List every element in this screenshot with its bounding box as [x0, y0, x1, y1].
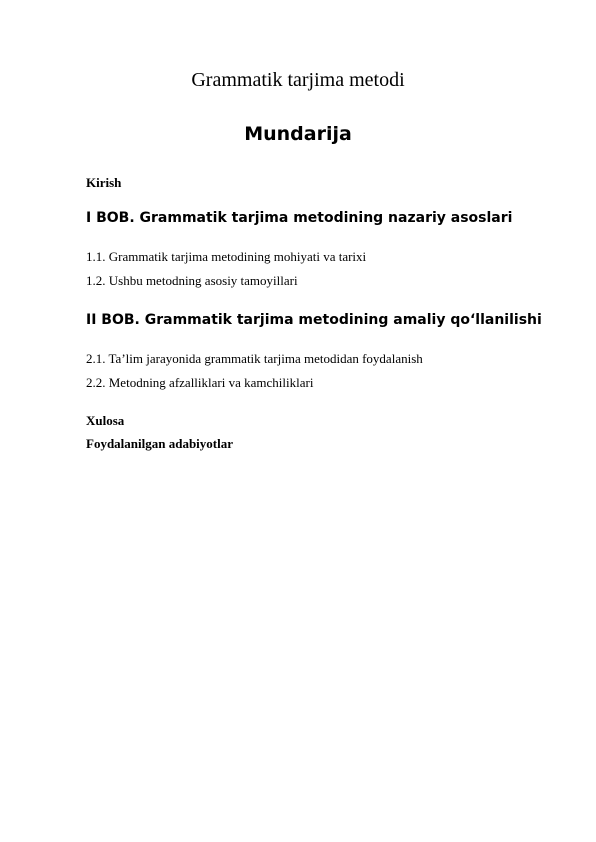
toc-section-2-1: 2.1. Ta’lim jarayonida grammatik tarjima metodidan foydalanish: [86, 351, 423, 366]
toc-item-intro: Kirish: [86, 175, 122, 190]
toc-section-2-2: 2.2. Metodning afzalliklari va kamchiliklari: [86, 375, 314, 390]
document-title: Grammatik tarjima metodi: [191, 69, 405, 91]
toc-heading: Mundarija: [244, 123, 352, 145]
toc-section-1-2: 1.2. Ushbu metodning asosiy tamoyillari: [86, 273, 298, 288]
toc-section-1-1: 1.1. Grammatik tarjima metodining mohiyati va tarixi: [86, 249, 367, 264]
toc-chapter-1: I BOB. Grammatik tarjima metodining nazariy asoslari: [86, 210, 513, 226]
toc-item-references: Foydalanilgan adabiyotlar: [86, 436, 233, 451]
toc-chapter-2: II BOB. Grammatik tarjima metodining amaliy qo‘llanilishi: [86, 312, 542, 328]
toc-item-conclusion: Xulosa: [86, 413, 125, 428]
